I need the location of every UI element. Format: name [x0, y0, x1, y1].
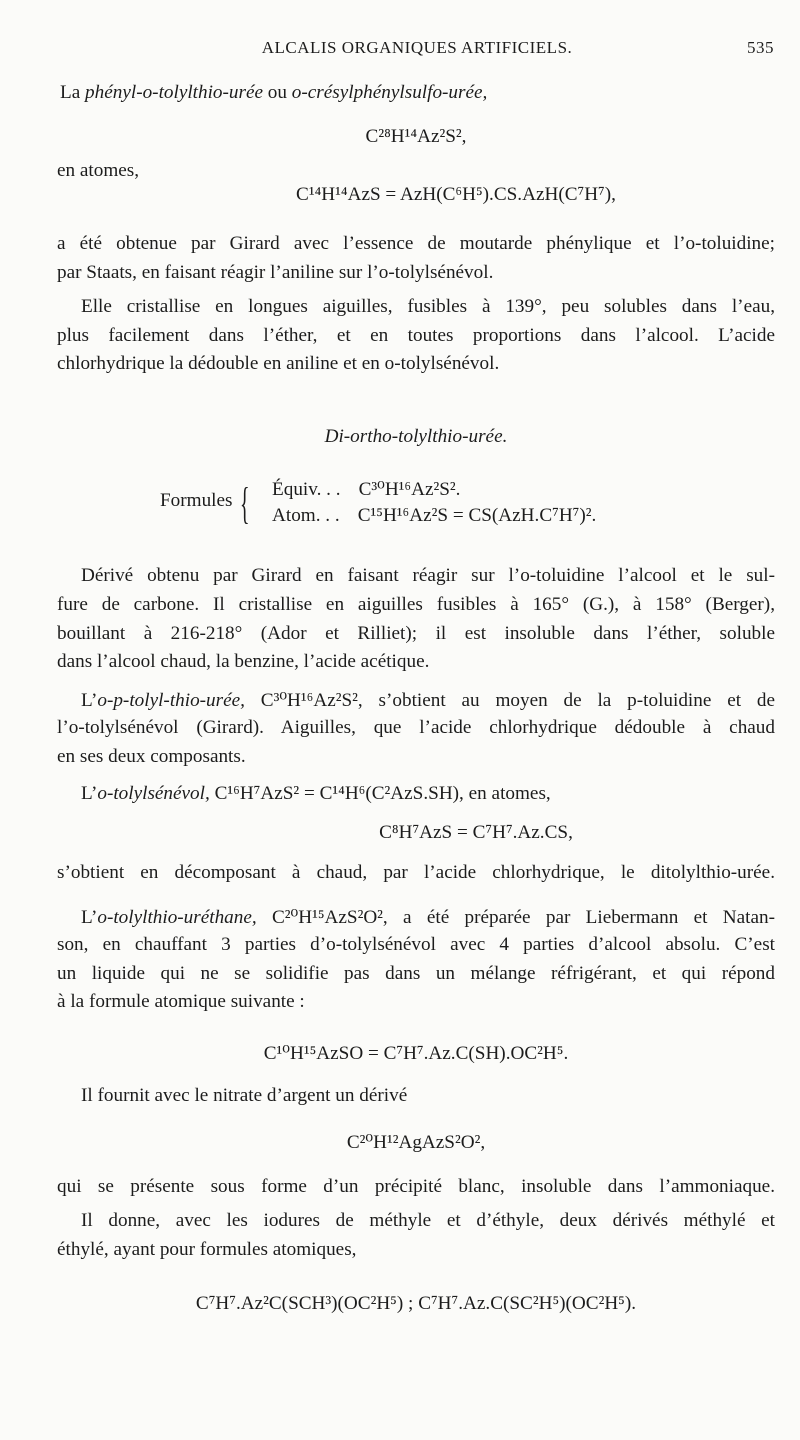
formula-equiv: C²⁸H¹⁴Az²S²,	[365, 126, 467, 147]
paragraph-line: à la formule atomique suivante :	[57, 991, 305, 1012]
paragraph-line: l’o-tolylsénévol (Girard). Aiguilles, que l’acide chlorhydrique dédouble à chaud	[57, 717, 775, 738]
paragraph-line: un liquide qui ne se solidifie pas dans un mélange réfrigérant, et qui répond	[57, 963, 775, 984]
paragraph-line: s’obtient en décomposant à chaud, par l’acide chlorhydrique, le ditolylthio-urée.	[57, 862, 775, 883]
formules-label: Formules	[160, 490, 233, 511]
compound-alt-name: o-crésylphénylsulfo-urée,	[291, 82, 488, 103]
running-header	[60, 38, 774, 64]
paragraph-line: éthylé, ayant pour formules atomiques,	[57, 1239, 357, 1260]
paragraph-line: L’o-tolylthio-uréthane, C²⁰H¹⁵AzS²O², a été préparée par Liebermann et Natan-	[81, 907, 775, 928]
compound-name: o-p-tolyl-thio-urée,	[97, 690, 245, 711]
paragraph-line: par Staats, en faisant réagir l’aniline sur l’o-tolylsénévol.	[57, 262, 494, 283]
paragraph-line: chlorhydrique la dédouble en aniline et en o-tolylsénévol.	[57, 353, 500, 374]
paragraph-line: bouillant à 216-218° (Ador et Rilliet); il est insoluble dans l’éther, soluble	[57, 623, 775, 644]
paragraph-line: en ses deux composants.	[57, 746, 246, 767]
paragraph-line: L’o-p-tolyl-thio-urée, C³⁰H¹⁶Az²S², s’obtient au moyen de la p-toluidine et de	[81, 690, 775, 711]
page-number: 535	[747, 38, 774, 57]
paragraph-line: a été obtenue par Girard avec l’essence de moutarde phénylique et l’o-toluidine;	[57, 233, 775, 254]
en-atomes-label: en atomes,	[57, 160, 140, 181]
paragraph-line: Il fournit avec le nitrate d’argent un dérivé	[81, 1085, 408, 1106]
compound-name: o-tolylsénévol,	[97, 783, 210, 804]
paragraph-line: Elle cristallise en longues aiguilles, fusibles à 139°, peu solubles dans l’eau,	[81, 296, 775, 317]
section-title: Di-ortho-tolylthio-urée.	[324, 426, 508, 447]
paragraph-line: plus facilement dans l’éther, et en toutes proportions dans l’alcool. L’acide	[57, 325, 775, 346]
formula-row-equiv: Équiv. . . C³⁰H¹⁶Az²S².	[272, 479, 461, 500]
formula-row-atom: Atom. . . C¹⁵H¹⁶Az²S = CS(AzH.C⁷H⁷)².	[272, 505, 597, 526]
formula-atomic: C¹⁴H¹⁴AzS = AzH(C⁶H⁵).CS.AzH(C⁷H⁷),	[296, 184, 616, 205]
formula-derivatives: C⁷H⁷.Az²C(SCH³)(OC²H⁵) ; C⁷H⁷.Az.C(SC²H⁵)(OC²H⁵).	[195, 1293, 637, 1314]
formula-atomic: C¹⁰H¹⁵AzSO = C⁷H⁷.Az.C(SH).OC²H⁵.	[263, 1043, 569, 1064]
paragraph-line: dans l’alcool chaud, la benzine, l’acide acétique.	[57, 651, 430, 672]
paragraph-line: Dérivé obtenu par Girard en faisant réagir sur l’o-toluidine l’alcool et le sul-	[81, 565, 775, 586]
formula-atomic: C⁸H⁷AzS = C⁷H⁷.Az.CS,	[379, 822, 573, 843]
formula-derivative: C²⁰H¹²AgAzS²O²,	[346, 1132, 486, 1153]
paragraph-line: son, en chauffant 3 parties d’o-tolylsénévol avec 4 parties d’alcool absolu. C’est	[57, 934, 775, 955]
formulas-block	[160, 477, 720, 537]
paragraph-line: fure de carbone. Il cristallise en aiguilles fusibles à 165° (G.), à 158° (Berger),	[57, 594, 775, 615]
running-title: ALCALIS ORGANIQUES ARTIFICIELS.	[261, 38, 573, 57]
compound-name: o-tolylthio-uréthane,	[97, 907, 257, 928]
paragraph-line: Il donne, avec les iodures de méthyle et d’éthyle, deux dérivés méthylé et	[81, 1210, 775, 1231]
intro-line: La phényl-o-tolylthio-urée ou o-crésylphénylsulfo-urée,	[60, 82, 488, 103]
paragraph-line: qui se présente sous forme d’un précipité blanc, insoluble dans l’ammoniaque.	[57, 1176, 775, 1197]
paragraph-line: L’o-tolylsénévol, C¹⁶H⁷AzS² = C¹⁴H⁶(C²AzS.SH), en atomes,	[81, 783, 551, 804]
curly-brace-icon: {	[240, 479, 250, 528]
compound-name: phényl-o-tolylthio-urée	[85, 82, 263, 103]
